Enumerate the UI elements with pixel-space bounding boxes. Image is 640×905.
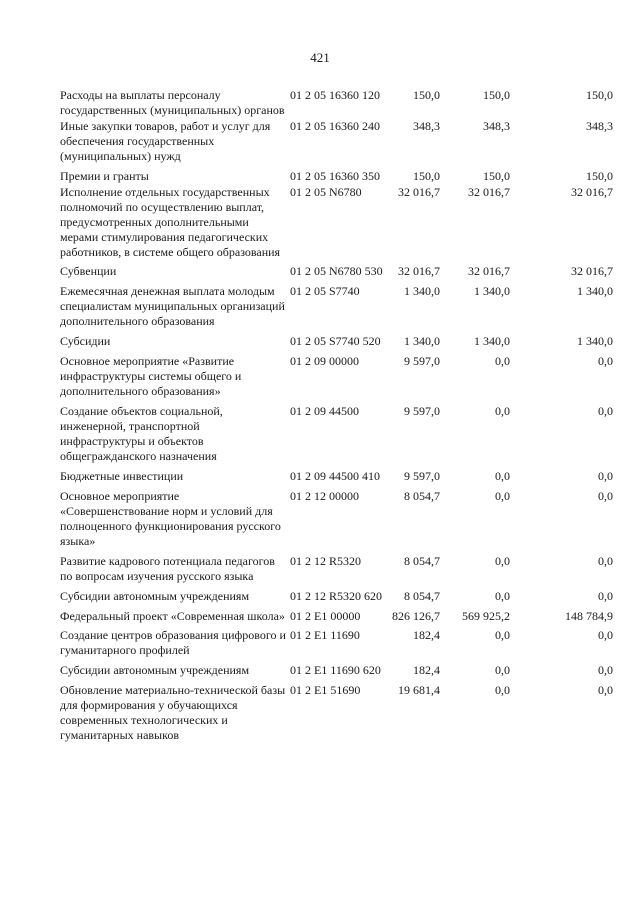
- row-value-3: 1 340,0: [577, 334, 613, 348]
- row-value-3: 348,3: [586, 119, 613, 133]
- row-value-1: 150,0: [413, 169, 440, 183]
- row-name: Субсидии автономным учреждениям: [60, 663, 250, 677]
- table-row: [0, 489, 640, 549]
- table-row: [0, 119, 640, 164]
- row-name: Субсидии автономным учреждениям: [60, 589, 250, 603]
- row-code: 01 2 12 R5320 620: [290, 589, 383, 603]
- row-value-3: 1 340,0: [577, 284, 613, 298]
- row-value-2: 569 925,2: [462, 609, 510, 623]
- row-value-1: 1 340,0: [404, 284, 440, 298]
- page-number: 421: [310, 50, 330, 65]
- table-row: [0, 169, 640, 184]
- row-value-1: 150,0: [413, 88, 440, 102]
- table-row: [0, 628, 640, 658]
- table-row: [0, 663, 640, 678]
- row-value-2: 0,0: [495, 469, 510, 483]
- row-value-2: 32 016,7: [468, 264, 510, 278]
- table-row: [0, 609, 640, 624]
- table-row: [0, 334, 640, 349]
- row-value-2: 150,0: [483, 169, 510, 183]
- table-row: [0, 264, 640, 279]
- row-value-2: 0,0: [495, 663, 510, 677]
- row-code: 01 2 05 16360 350: [290, 169, 380, 183]
- row-code: 01 2 05 16360 120: [290, 88, 380, 102]
- row-value-3: 0,0: [598, 663, 613, 677]
- row-value-1: 8 054,7: [404, 589, 440, 603]
- row-name: Бюджетные инвестиции: [60, 469, 184, 483]
- table-row: [0, 469, 640, 484]
- row-code: 01 2 E1 00000: [290, 609, 361, 623]
- row-name: Основное мероприятие «Развитие инфраструктуры системы общего и дополнительного образования»: [60, 354, 242, 398]
- table-row: [0, 284, 640, 329]
- table-row: [0, 404, 640, 464]
- row-value-1: 9 597,0: [404, 354, 440, 368]
- row-code: 01 2 E1 11690: [290, 628, 360, 642]
- row-value-2: 0,0: [495, 354, 510, 368]
- row-value-1: 32 016,7: [398, 264, 440, 278]
- row-name: Расходы на выплаты персоналу государственных (муниципальных) органов: [60, 88, 285, 117]
- row-value-3: 0,0: [598, 489, 613, 503]
- row-value-2: 0,0: [495, 489, 510, 503]
- row-value-3: 0,0: [598, 404, 613, 418]
- row-name: Основное мероприятие «Совершенствование норм и условий для полноценного функционирования русского языка»: [60, 489, 281, 548]
- row-code: 01 2 09 44500 410: [290, 469, 380, 483]
- row-value-1: 182,4: [413, 663, 440, 677]
- row-value-2: 32 016,7: [468, 185, 510, 199]
- row-name: Создание центров образования цифрового и гуманитарного профилей: [60, 628, 286, 657]
- row-value-2: 0,0: [495, 683, 510, 697]
- row-value-3: 32 016,7: [571, 185, 613, 199]
- row-value-3: 0,0: [598, 683, 613, 697]
- table-row: [0, 88, 640, 118]
- row-value-3: 0,0: [598, 554, 613, 568]
- row-value-1: 32 016,7: [398, 185, 440, 199]
- row-value-3: 0,0: [598, 628, 613, 642]
- row-value-3: 0,0: [598, 589, 613, 603]
- row-code: 01 2 05 N6780 530: [290, 264, 383, 278]
- budget-table: [0, 88, 640, 743]
- row-value-2: 0,0: [495, 554, 510, 568]
- row-value-1: 826 126,7: [392, 609, 440, 623]
- row-value-1: 8 054,7: [404, 554, 440, 568]
- table-row: [0, 185, 640, 260]
- row-name: Премии и гранты: [60, 169, 149, 183]
- row-value-2: 1 340,0: [474, 284, 510, 298]
- row-value-2: 0,0: [495, 628, 510, 642]
- row-name: Обновление материально-технической базы для формирования у обучающихся современных технологических и гуманитарных навыков: [60, 683, 286, 742]
- row-code: 01 2 05 S7740: [290, 284, 360, 298]
- table-row: [0, 554, 640, 584]
- row-name: Создание объектов социальной, инженерной, транспортной инфраструктуры и объектов общегражданского назначения: [60, 404, 223, 463]
- row-value-3: 150,0: [586, 88, 613, 102]
- row-code: 01 2 09 44500: [290, 404, 359, 418]
- row-name: Субвенции: [60, 264, 117, 278]
- row-value-1: 9 597,0: [404, 404, 440, 418]
- row-value-3: 0,0: [598, 469, 613, 483]
- row-code: 01 2 05 S7740 520: [290, 334, 381, 348]
- row-value-2: 1 340,0: [474, 334, 510, 348]
- row-value-3: 148 784,9: [565, 609, 613, 623]
- row-value-2: 150,0: [483, 88, 510, 102]
- row-value-3: 150,0: [586, 169, 613, 183]
- row-value-1: 182,4: [413, 628, 440, 642]
- row-value-2: 0,0: [495, 589, 510, 603]
- row-code: 01 2 05 N6780: [290, 185, 362, 199]
- row-code: 01 2 E1 51690: [290, 683, 361, 697]
- row-value-1: 1 340,0: [404, 334, 440, 348]
- row-name: Федеральный проект «Современная школа»: [60, 609, 285, 623]
- row-value-2: 0,0: [495, 404, 510, 418]
- row-code: 01 2 09 00000: [290, 354, 359, 368]
- row-value-1: 19 681,4: [398, 683, 440, 697]
- row-value-1: 9 597,0: [404, 469, 440, 483]
- row-value-1: 8 054,7: [404, 489, 440, 503]
- row-code: 01 2 E1 11690 620: [290, 663, 381, 677]
- table-row: [0, 354, 640, 399]
- row-value-1: 348,3: [413, 119, 440, 133]
- row-name: Ежемесячная денежная выплата молодым специалистам муниципальных организаций дополнительного образования: [60, 284, 285, 328]
- table-row: [0, 589, 640, 604]
- row-code: 01 2 12 R5320: [290, 554, 362, 568]
- row-name: Субсидии: [60, 334, 111, 348]
- row-code: 01 2 12 00000: [290, 489, 359, 503]
- row-code: 01 2 05 16360 240: [290, 119, 380, 133]
- row-name: Развитие кадрового потенциала педагогов по вопросам изучения русского языка: [60, 554, 275, 583]
- row-value-3: 0,0: [598, 354, 613, 368]
- row-name: Иные закупки товаров, работ и услуг для обеспечения государственных (муниципальных) нужд: [60, 119, 271, 163]
- row-value-2: 348,3: [483, 119, 510, 133]
- row-value-3: 32 016,7: [571, 264, 613, 278]
- table-row: [0, 683, 640, 743]
- row-name: Исполнение отдельных государственных полномочий по осуществлению выплат, предусмотренных дополнительными мерами стимулирования педагогических работников, в системе общего образования: [60, 185, 281, 259]
